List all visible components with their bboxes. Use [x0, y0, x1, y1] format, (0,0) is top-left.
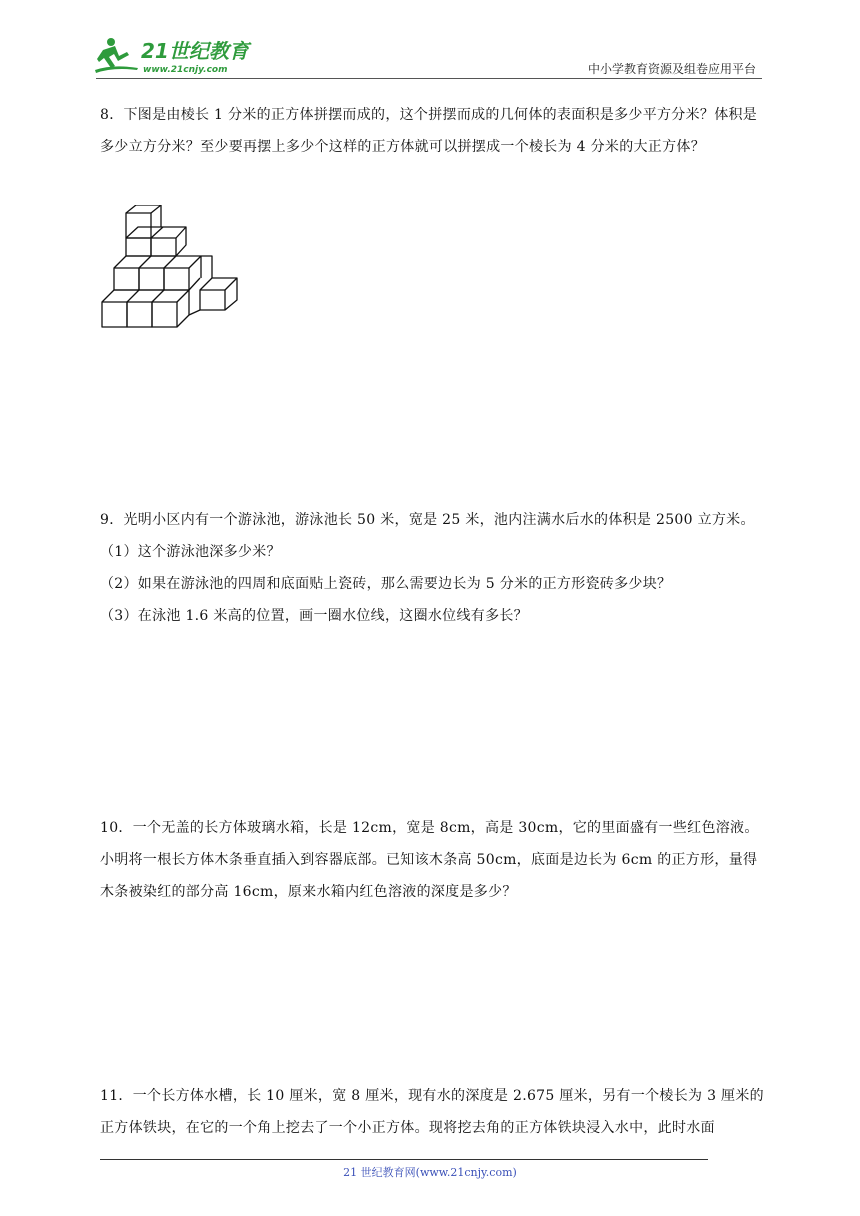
svg-text:21世纪教育: 21世纪教育: [141, 39, 249, 63]
question-8-text: 8．下图是由棱长 1 分米的正方体拼摆而成的，这个拼摆而成的几何体的表面积是多少平方分米？体积是多少立方分米？至少要再摆上多少个这样的正方体就可以拼摆成一个棱长为 4 分米的大正方体？: [100, 107, 758, 155]
question-11-text: 11．一个长方体水槽，长 10 厘米，宽 8 厘米，现有水的深度是 2.675 厘米，另有一个棱长为 3 厘米的正方体铁块，在它的一个角上挖去了一个小正方体。现将挖去角的正方体铁块浸入水中，此时水面: [100, 1088, 764, 1136]
logo: [93, 30, 263, 80]
header-platform-text: 中小学教育资源及组卷应用平台: [587, 62, 756, 76]
footer-text: 21 世纪教育网(www.21cnjy.com): [343, 1166, 517, 1179]
page-header: [0, 0, 860, 80]
question-9-sub-3: （3）在泳池 1.6 米高的位置，画一圈水位线，这圈水位线有多长？: [100, 608, 528, 624]
question-9: [100, 504, 765, 632]
question-9-text: 9．光明小区内有一个游泳池，游泳池长 50 米，宽是 25 米，池内注满水后水的体积是 2500 立方米。: [100, 512, 755, 528]
question-8: [100, 99, 765, 163]
header-divider: [96, 78, 762, 79]
svg-text:www.21cnjy.com: www.21cnjy.com: [143, 65, 228, 75]
footer-divider: [100, 1159, 708, 1160]
question-10: [100, 812, 765, 908]
question-9-sub-2: （2）如果在游泳池的四周和底面贴上瓷砖，那么需要边长为 5 分米的正方形瓷砖多少块？: [100, 576, 672, 592]
cube-stack-figure: [100, 205, 240, 330]
question-9-sub-1: （1）这个游泳池深多少米？: [100, 544, 281, 560]
question-10-text: 10．一个无盖的长方体玻璃水箱，长是 12cm，宽是 8cm，高是 30cm，它的里面盛有一些红色溶液。小明将一根长方体木条垂直插入到容器底部。已知该木条高 50cm，底面是边长为 6cm 的正方形，量得木条被染红的部分高 16cm，原来水箱内红色溶液的深度是多少？: [100, 820, 759, 900]
question-11: [100, 1080, 765, 1144]
